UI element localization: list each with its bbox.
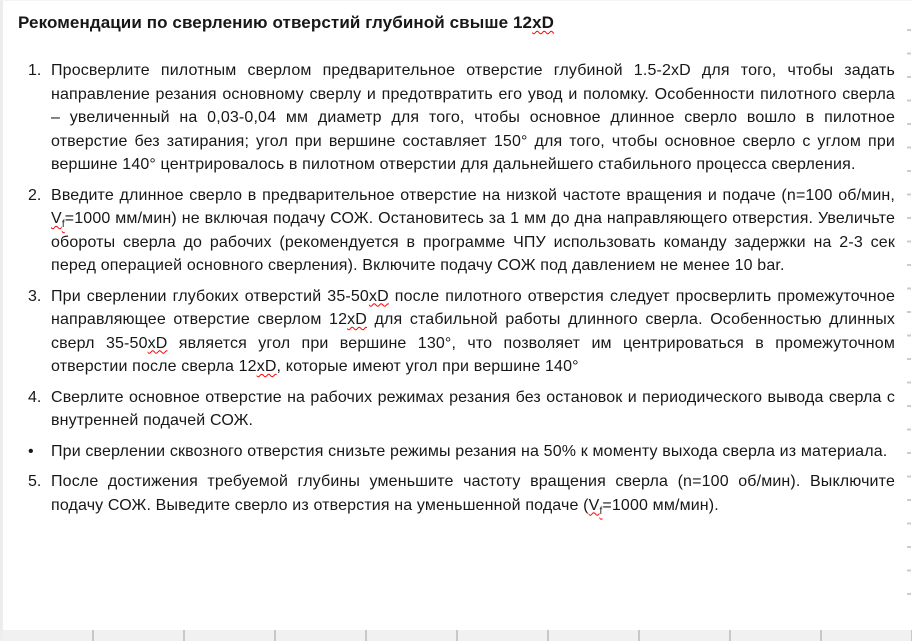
text-segment: Рекомендации по сверлению отверстий глубиной свыше 12: [18, 13, 533, 32]
spellcheck-squiggle-text: V: [51, 210, 62, 227]
spellcheck-squiggle-text: xD: [147, 334, 168, 352]
list-item-marker: •: [28, 442, 34, 460]
text-segment: При сверлении сквозного отверстия снизьте режимы резания на 50% к моменту выхода сверла из материала.: [51, 442, 888, 460]
document-title: [18, 11, 895, 35]
list-item-bullet: [18, 440, 895, 464]
spellcheck-squiggle-text: xD: [532, 13, 555, 32]
text-segment: Сверлите основное отверстие на рабочих режимах резания без остановок и периодического вывода сверла с внутренней подачей СОЖ.: [51, 388, 895, 429]
list-item: [18, 184, 895, 278]
list-item: [18, 59, 895, 177]
list-item: [18, 386, 895, 433]
list-item-marker: 5.: [28, 473, 42, 490]
bottom-table-edge: [3, 630, 912, 641]
text-segment: после пилотного отверстия следует просверлить промежуточное направляющее отверстие сверлом 12: [51, 287, 895, 328]
text-segment: является угол при вершине 130°, что позволяет им центрироваться в промежуточном отверстии после сверла 12: [51, 334, 895, 375]
list-item-text: [51, 440, 895, 464]
text-segment: После достижения требуемой глубины уменьшите частоту вращения сверла (n=100 об/мин). Выключите подачу СОЖ. Выведите сверло из отверстия на уменьшенной подаче (: [51, 473, 895, 514]
text-segment: Просверлите пилотным сверлом предварительное отверстие глубиной 1.5-2xD для того, чтобы задать направление резания основному сверлу и предотвратить его увод и поломку. Особенности пилотного сверла – увеличенный на 0,03-0,04 мм диаметр для того, чтобы основное длинное сверло вошло в пилотное отверстие без затирания; угол при вершине составляет 150° для того, чтобы основное сверло с углом при вершине 140° центрировалось в пилотном отверстии для дальнейшего стабильного процесса сверления.: [51, 62, 895, 173]
list-item-text: [51, 285, 895, 379]
text-segment: Введите длинное сверло в предварительное отверстие на низкой частоте вращения и подаче (n=100 об/мин,: [51, 186, 895, 204]
list-item: [18, 470, 895, 517]
list-item-text: [51, 386, 895, 433]
text-segment: При сверлении глубоких отверстий 35-50: [51, 287, 369, 305]
spellcheck-squiggle-text: f: [61, 219, 65, 231]
right-edge-marks: [907, 29, 911, 607]
list-item-marker: 3.: [28, 287, 42, 305]
text-segment: =1000 мм/мин).: [602, 496, 719, 514]
list-item: [18, 285, 895, 379]
list-item-marker: 1.: [28, 62, 42, 79]
list-item-marker: 2.: [28, 186, 42, 204]
spellcheck-squiggle-text: xD: [368, 287, 389, 305]
text-segment: =1000 мм/мин) не включая подачу СОЖ. Остановитесь за 1 мм до дна направляющего отверстия. Увеличьте обороты сверла до рабочих (рекомендуется в программе ЧПУ использовать команду задержки на 2-3 сек перед операцией основного сверления). Включите подачу СОЖ под давлением не менее 10 bar.: [51, 210, 895, 274]
text-segment: для стабильной работы длинного сверла. Особенностью длинных сверл 35-50: [51, 311, 895, 352]
spellcheck-squiggle-text: xD: [347, 311, 367, 328]
spellcheck-squiggle-text: f: [599, 505, 603, 517]
spellcheck-squiggle-text: V: [588, 496, 600, 514]
list-item-text: [51, 470, 895, 517]
spellcheck-squiggle-text: xD: [256, 358, 277, 375]
text-segment: , которые имеют угол при вершине 140°: [276, 358, 579, 375]
list-item-text: [51, 59, 895, 177]
list-item-marker: 4.: [28, 388, 42, 406]
list-item-text: [51, 184, 895, 278]
